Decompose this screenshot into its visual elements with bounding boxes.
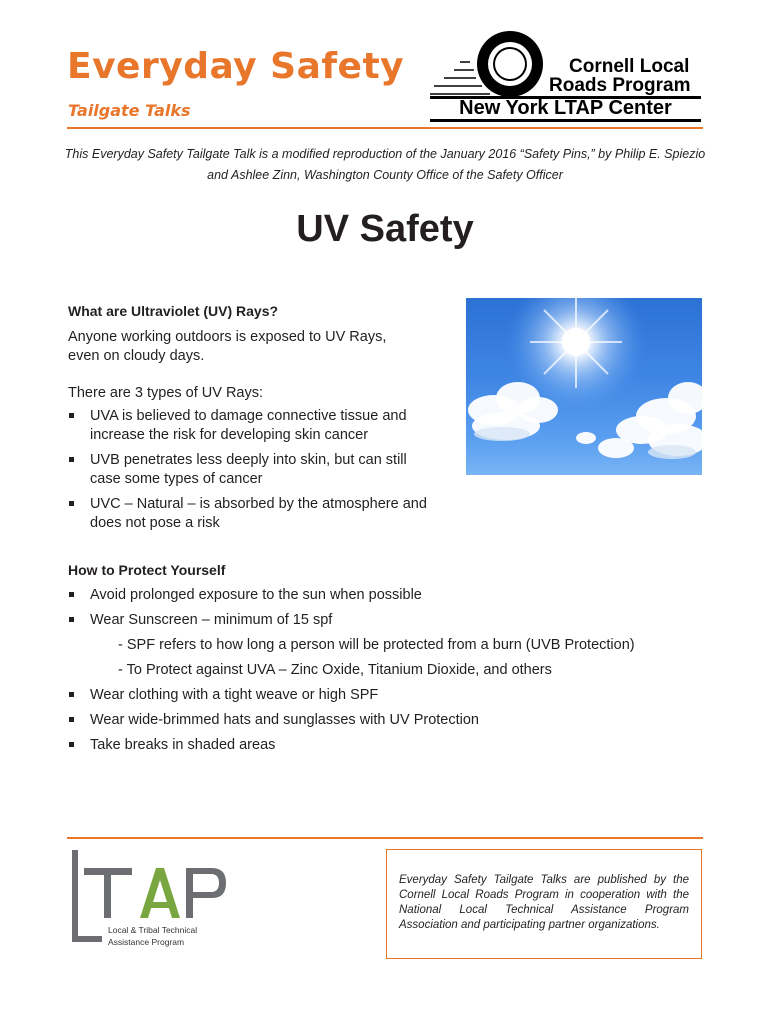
list-item: Take breaks in shaded areas xyxy=(68,736,708,755)
footer-divider xyxy=(67,837,703,839)
publisher-note: Everyday Safety Tailgate Talks are published by the Cornell Local Roads Program in cooperation with the National Local Technical Assistance Program Association and participating partner organizations. xyxy=(399,874,689,931)
ltap-caption xyxy=(108,924,197,948)
publisher-note-box xyxy=(386,849,702,959)
logo-text-roads-program: Roads Program xyxy=(549,75,691,96)
list-subitem: - SPF refers to how long a person will be protected from a burn (UVB Protection) xyxy=(118,637,635,653)
list-item: UVB penetrates less deeply into skin, but can still case some types of cancer xyxy=(68,451,430,489)
section-heading-uv-rays: What are Ultraviolet (UV) Rays? xyxy=(68,303,279,319)
brand-title: Everyday Safety xyxy=(67,46,405,87)
logo-text-cornell-local: Cornell Local xyxy=(569,56,690,77)
list-item: Wear Sunscreen – minimum of 15 spf xyxy=(68,611,708,630)
ltap-caption-line1: Local & Tribal Technical xyxy=(108,925,198,935)
uv-intro-text: Anyone working outdoors is exposed to UV Rays, even on cloudy days. xyxy=(68,329,387,364)
list-item: Wear clothing with a tight weave or high SPF xyxy=(68,686,708,705)
uv-types-list xyxy=(68,407,430,539)
list-item: Avoid prolonged exposure to the sun when possible xyxy=(68,586,708,605)
list-subitem: - To Protect against UVA – Zinc Oxide, Titanium Dioxide, and others xyxy=(118,662,552,678)
sky-sun-clouds-image xyxy=(466,298,702,475)
list-item: Wear wide-brimmed hats and sunglasses with UV Protection xyxy=(68,711,708,730)
section-heading-protect: How to Protect Yourself xyxy=(68,562,226,578)
brand-subtitle: Tailgate Talks xyxy=(68,101,191,120)
list-item: UVC – Natural – is absorbed by the atmosphere and does not pose a risk xyxy=(68,495,430,533)
sun-clouds-illustration xyxy=(466,298,702,475)
ltap-caption-line2: Assistance Program xyxy=(108,937,185,947)
protect-list xyxy=(68,586,708,761)
attribution-text: This Everyday Safety Tailgate Talk is a modified reproduction of the January 2016 “Safety Pins,” by Philip E. Spiezio and Ashlee Zinn, Washington County Office of the Safety Officer xyxy=(64,147,706,182)
page-title: UV Safety xyxy=(296,208,474,250)
logo-text-ltap-center: New York LTAP Center xyxy=(459,97,672,119)
header-divider xyxy=(67,127,703,129)
list-item: UVA is believed to damage connective tissue and increase the risk for developing skin cancer xyxy=(68,407,430,445)
uv-types-intro: There are 3 types of UV Rays: xyxy=(68,385,264,401)
